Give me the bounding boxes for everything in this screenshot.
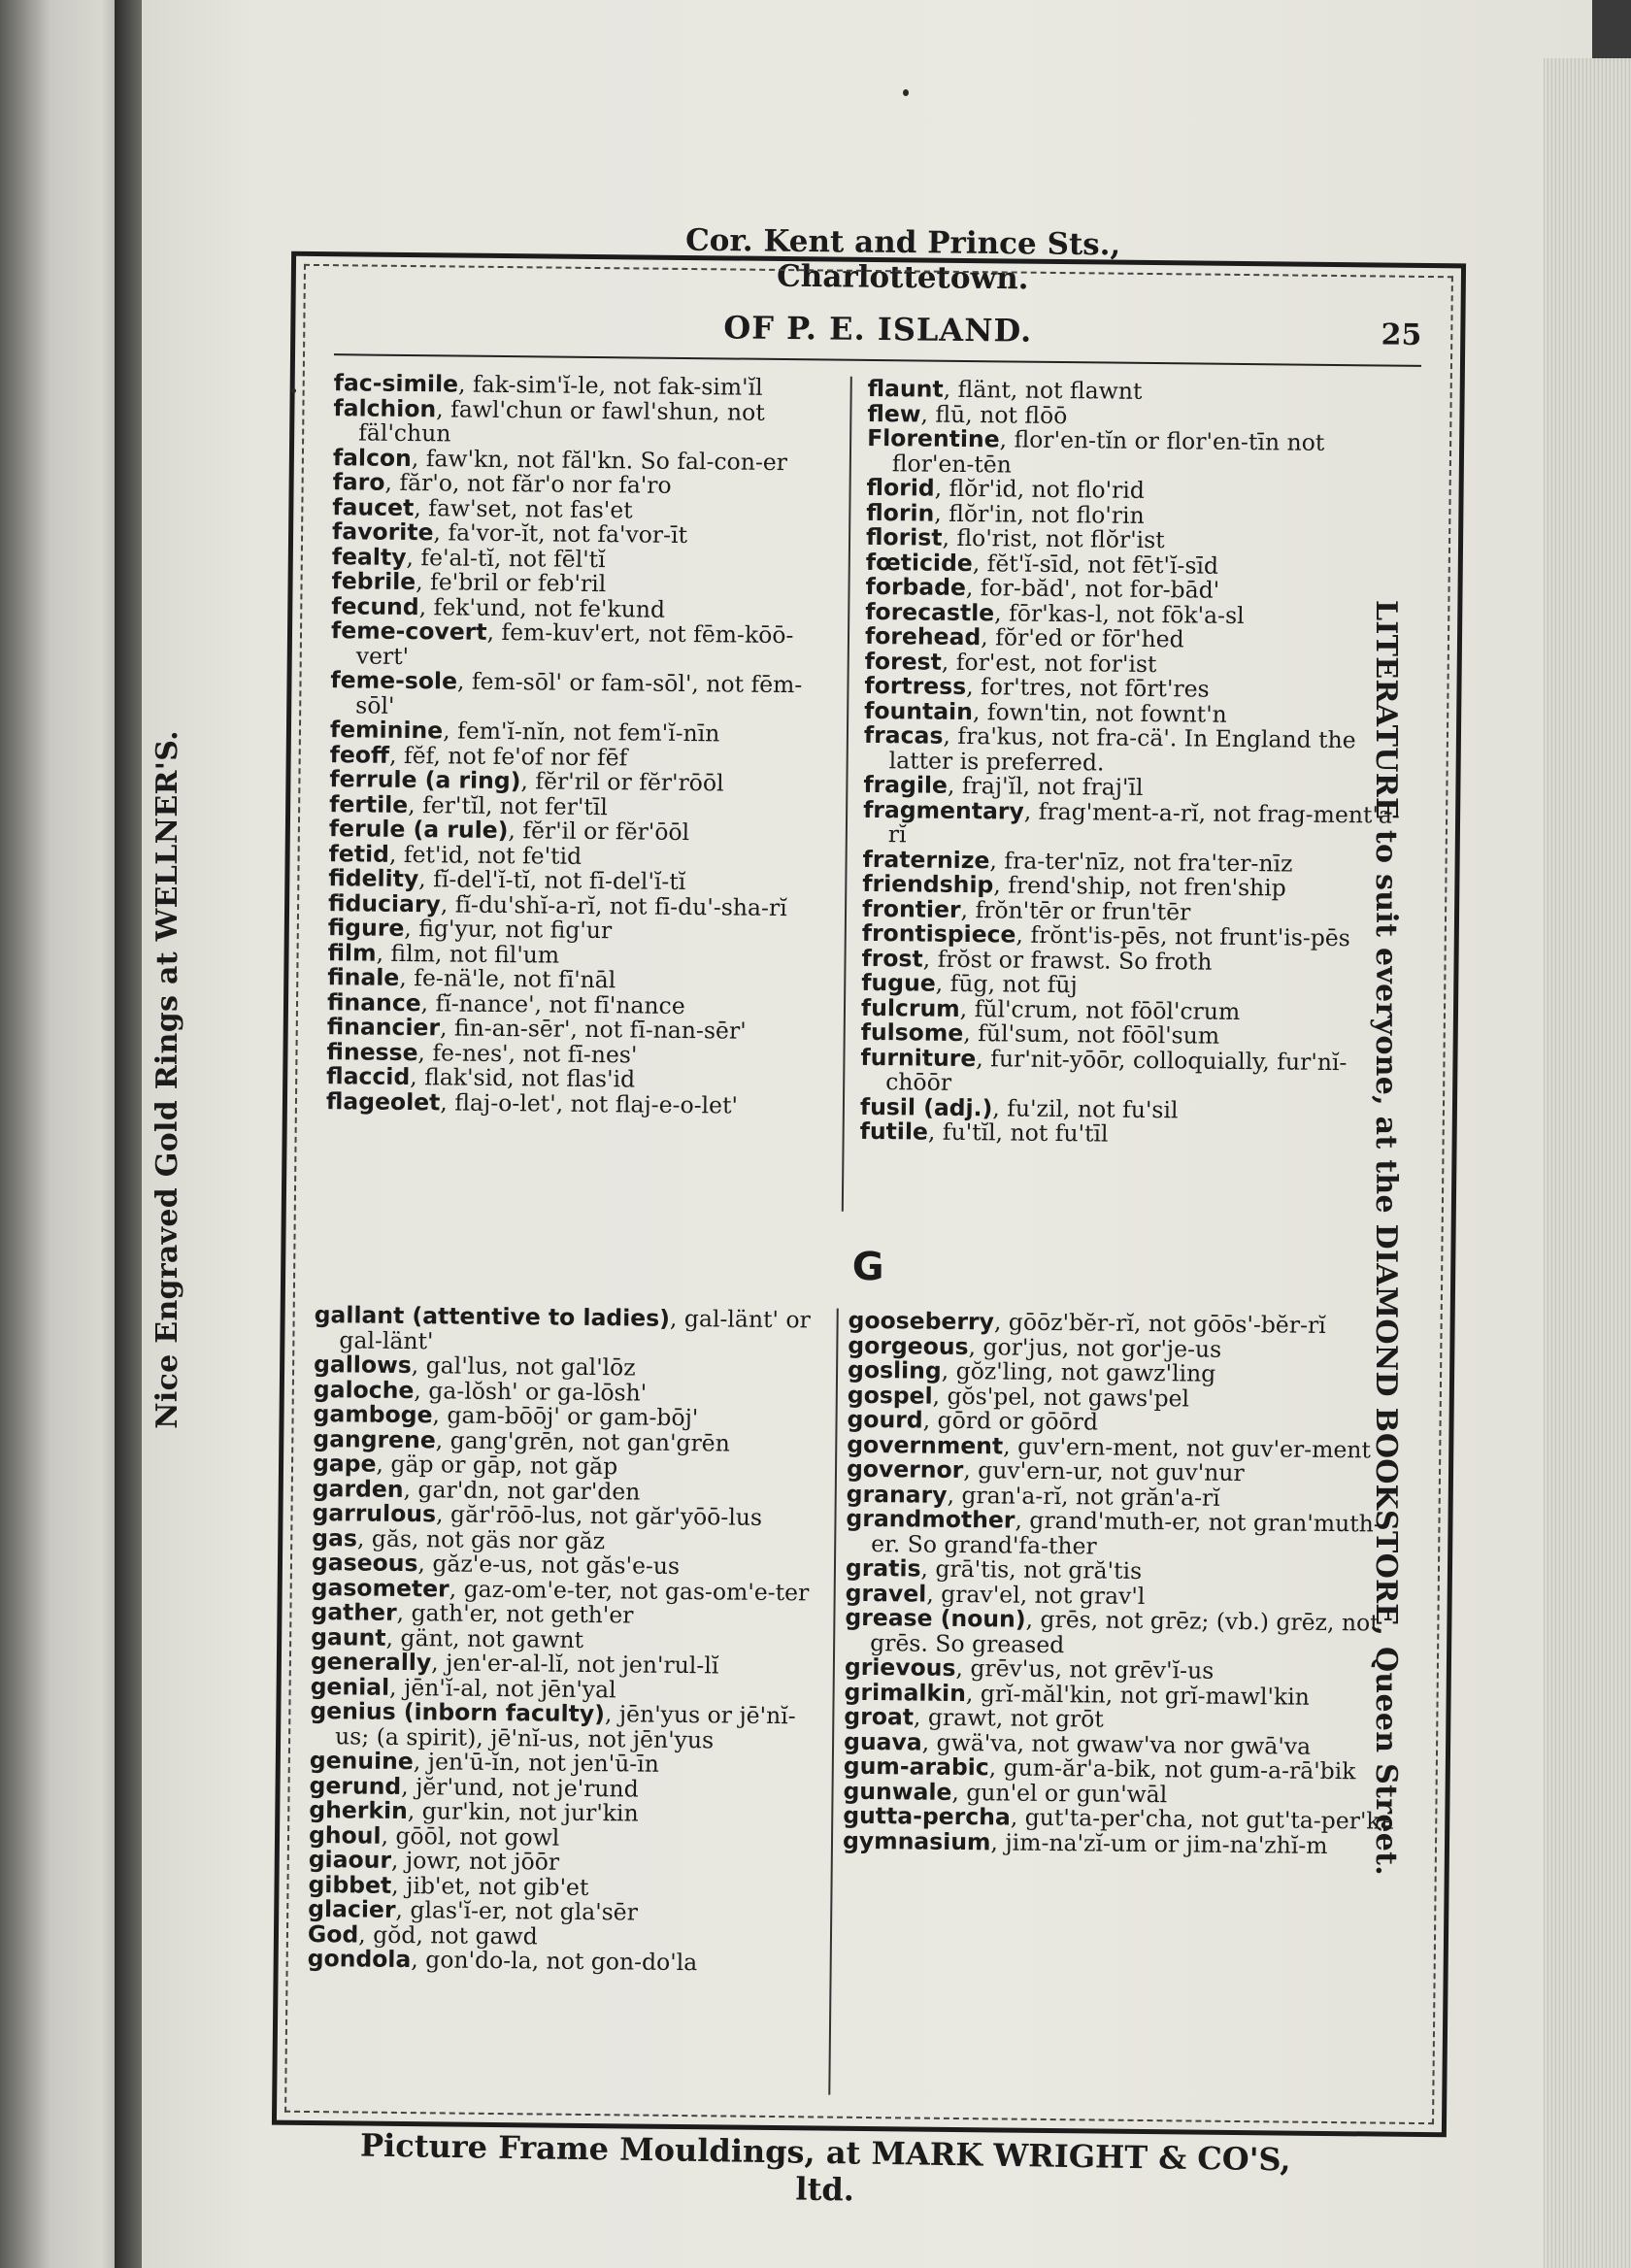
entry-headword: frontispiece [861, 918, 1016, 949]
entry-headword: gallows [313, 1351, 412, 1380]
entry-pronunciation: , frŏnt'is-pēs, not frunt'is-pēs [1015, 920, 1350, 952]
entry-headword: gaseous [311, 1549, 418, 1578]
entry-headword: government [847, 1430, 1004, 1459]
entry-headword: fragmentary [863, 795, 1024, 825]
dictionary-entry [325, 1086, 831, 1119]
entry-pronunciation: , fraj'ĭl, not fraj'īl [947, 771, 1144, 801]
entry-pronunciation: , fer'tĭl, not fer'tīl [408, 790, 608, 820]
entry-pronunciation: , găz'e-us, not găs'e-us [417, 1550, 681, 1580]
entry-headword: gratis [845, 1553, 921, 1583]
entry-headword: gymnasium [842, 1826, 991, 1855]
entry-headword: gangrene [313, 1424, 436, 1453]
entry-pronunciation: , gal-länt' or gal-länt' [339, 1304, 811, 1354]
entry-headword: fidelity [328, 864, 419, 893]
entry-pronunciation: , glas'ĭ-er, not gla'sēr [395, 1895, 639, 1926]
entry-pronunciation: , ga-lŏsh' or ga-lōsh' [414, 1376, 648, 1407]
entries-g-left [308, 1303, 834, 1977]
dictionary-entry [330, 668, 836, 722]
entry-headword: gutta-percha [843, 1801, 1011, 1831]
entry-pronunciation: , grawt, not grōt [913, 1703, 1104, 1733]
entry-pronunciation: , gŏs'pel, not gaws'pel [932, 1382, 1190, 1412]
entry-headword: feminine [329, 716, 444, 745]
print-speck [291, 388, 296, 393]
entry-pronunciation: , fe'al-tĭ, not fēl'tĭ [406, 543, 606, 573]
entry-pronunciation: , faw'kn, not făl'kn. So fal-con-er [411, 444, 788, 476]
entry-headword: flaunt [867, 374, 944, 403]
entry-pronunciation: , gōōl, not gowl [381, 1821, 560, 1851]
entry-pronunciation: , fĭ-nance', not fī'nance [420, 988, 685, 1019]
entry-headword: garden [312, 1474, 404, 1503]
entry-pronunciation: , fown'tin, not fownt'n [972, 697, 1227, 728]
running-head: OF P. E. ISLAND. [723, 309, 1033, 350]
entry-headword: fulsome [860, 1017, 964, 1048]
entry-pronunciation: , flänt, not flawnt [943, 375, 1143, 405]
entry-pronunciation: , gur'kin, not jur'kin [407, 1797, 639, 1827]
entry-pronunciation: , for'est, not for'ist [941, 648, 1157, 678]
entry-headword: falcon [332, 443, 413, 472]
entry-headword: Florentine [867, 423, 1000, 453]
entry-pronunciation: , flaj-o-let', not flaj-e-o-let' [440, 1087, 739, 1119]
entry-headword: gum-arabic [843, 1751, 989, 1782]
entry-pronunciation: , grand'muth-er, not gran'muth-er. So grand'fa-ther [871, 1506, 1381, 1559]
entry-headword: guava [843, 1727, 922, 1756]
entry-headword: faucet [332, 492, 415, 521]
entry-pronunciation: , flor'en-tĭn or flor'en-tīn not flor'en-tēn [891, 425, 1325, 478]
entry-pronunciation: , fa'vor-ĭt, not fa'vor-īt [433, 518, 688, 550]
entry-pronunciation: , fĕr'il or fĕr'ōōl [508, 817, 690, 847]
entry-pronunciation: , fe-nes', not fī-nes' [417, 1038, 638, 1068]
entry-pronunciation: , fĭ-du'shĭ-a-rĭ, not fī-du'-sha-rĭ [440, 889, 787, 921]
entry-pronunciation: , gut'ta-per'cha, not gut'ta-per'ka [1010, 1803, 1394, 1835]
page-frame [272, 251, 1466, 2138]
entry-headword: finale [327, 963, 400, 991]
entry-pronunciation: , făr'o, not făr'o nor fa'ro [384, 468, 672, 499]
entry-headword: fœticide [865, 548, 973, 577]
entry-headword: gourd [847, 1405, 923, 1434]
entry-pronunciation: , jēn'yus or jē'nĭ-us; (a spirit), jē'nĭ-us, not jēn'yus [334, 1700, 796, 1753]
entry-pronunciation: , fawl'chun or fawl'shun, not fäl'chun [358, 394, 765, 448]
right-margin-advert: LITERATURE to suit everyone, at the DIAMOND BOOKSTORE, Queen Street. [1369, 599, 1403, 1877]
entry-pronunciation: , fur'nit-yōōr, colloquially, fur'nĭ-chōōr [885, 1044, 1348, 1096]
entry-headword: gherkin [309, 1795, 408, 1825]
entry-pronunciation: , fak-sim'ĭ-le, not fak-sim'ĭl [457, 370, 763, 401]
entry-pronunciation: , for-băd', not for-bād' [965, 574, 1220, 604]
entry-headword: generally [310, 1648, 432, 1677]
entry-pronunciation: , grēs, not grēz; (vb.) grēz, not grēs. So greased [870, 1605, 1380, 1658]
entry-pronunciation: , gänt, not gawnt [385, 1623, 584, 1653]
entry-headword: gooseberry [848, 1306, 995, 1336]
entry-headword: gravel [845, 1579, 927, 1608]
entry-pronunciation: , guv'ern-ment, not guv'er-ment [1003, 1431, 1372, 1463]
entry-headword: gosling [847, 1355, 942, 1384]
entry-headword: governor [846, 1454, 964, 1484]
book-gutter [115, 0, 142, 2268]
print-speck [903, 89, 909, 96]
entry-pronunciation: , fe'bril or feb'ril [416, 568, 607, 598]
entry-headword: gaunt [311, 1622, 386, 1651]
dictionary-entry [307, 1944, 827, 1977]
entry-pronunciation: , fin-an-sēr', not fī-nan-sēr' [439, 1014, 747, 1045]
entry-headword: ghoul [308, 1820, 382, 1850]
entry-pronunciation: , fem'ĭ-nĭn, not fem'ĭ-nīn [443, 717, 720, 748]
entry-pronunciation: , fŭl'crum, not fōōl'crum [959, 994, 1241, 1025]
entry-pronunciation: , gŏz'ling, not gawz'ling [941, 1356, 1216, 1387]
entry-headword: fiduciary [327, 888, 441, 917]
entry-pronunciation: , gam-bōōj' or gam-bōj' [432, 1401, 699, 1432]
entry-headword: gasometer [311, 1573, 449, 1602]
entry-pronunciation: , fōr'kas-l, not fōk'a-sl [994, 598, 1245, 629]
entry-headword: galoche [313, 1375, 415, 1404]
entry-headword: florist [865, 522, 943, 551]
entry-pronunciation: , gōōz'bĕr-rĭ, not gōōs'-bĕr-rĭ [993, 1308, 1326, 1339]
dictionary-entry [860, 1045, 1405, 1100]
entries-f-left [326, 371, 839, 1118]
entry-pronunciation: , frŏn'tēr or frun'tēr [960, 895, 1191, 925]
entry-headword: figure [327, 914, 405, 942]
entry-headword: gunwale [843, 1777, 952, 1806]
entry-headword: granary [846, 1480, 948, 1509]
entry-headword: gondola [307, 1944, 412, 1974]
dictionary-entry [314, 1303, 834, 1358]
dictionary-entry [867, 423, 1412, 482]
entry-pronunciation: , fem-sōl' or fam-sōl', not fēm-sōl' [355, 667, 803, 719]
dictionary-entry [333, 393, 839, 450]
entry-pronunciation: , faw'set, not fas'et [414, 493, 633, 523]
entry-pronunciation: , frag'ment-a-rĭ, not frag-ment'a-rĭ [887, 797, 1400, 849]
entry-headword: gospel [847, 1381, 933, 1410]
entry-headword: genius (inborn faculty) [310, 1697, 606, 1728]
entry-pronunciation: , gaz-om'e-ter, not gas-om'e-ter [449, 1574, 810, 1606]
entry-pronunciation: , for'tres, not fōrt'res [966, 673, 1210, 703]
entry-headword: flageolet [325, 1086, 441, 1116]
entry-headword: grievous [844, 1652, 956, 1682]
dictionary-entry [845, 1603, 1399, 1661]
page-number: 25 [1381, 317, 1422, 352]
entry-headword: finesse [326, 1037, 418, 1066]
entry-pronunciation: , jĕr'und, not je'rund [401, 1772, 639, 1803]
entry-headword: fetid [328, 839, 390, 868]
entry-headword: fugue [861, 968, 936, 997]
entry-pronunciation: , fŏr'ed or fōr'hed [981, 623, 1184, 653]
dictionary-entry [310, 1699, 830, 1754]
entry-pronunciation: , jim-na'zĭ-um or jim-na'zhĭ-m [990, 1827, 1328, 1859]
entry-headword: fragile [863, 770, 949, 799]
entry-pronunciation: , gang'grēn, not gan'grēn [435, 1425, 730, 1457]
entry-headword: fracas [863, 720, 944, 750]
entry-headword: fulcrum [860, 993, 960, 1022]
entry-pronunciation: , jib'et, not gib'et [391, 1871, 589, 1901]
dictionary-entry [846, 1504, 1400, 1562]
entry-pronunciation: , fu'tĭl, not fu'tīl [927, 1117, 1109, 1148]
entry-headword: God [307, 1919, 359, 1949]
entry-headword: futile [859, 1117, 929, 1146]
entry-pronunciation: , fĕr'ril or fĕr'rōōl [520, 767, 724, 797]
section-letter: G [851, 1244, 884, 1290]
entry-headword: fountain [864, 696, 974, 725]
entry-headword: ferule (a rule) [328, 815, 509, 845]
entry-headword: grandmother [846, 1504, 1015, 1534]
entry-pronunciation: , grēv'us, not grēv'ĭ-us [955, 1653, 1215, 1684]
entry-headword: genial [310, 1672, 390, 1701]
entry-headword: fac-simile [333, 369, 459, 398]
entry-headword: fealty [331, 542, 407, 571]
entry-headword: florid [866, 473, 935, 502]
entry-pronunciation: , gor'jus, not gor'je-us [968, 1332, 1222, 1363]
entry-pronunciation: , flū, not flōō [920, 400, 1068, 429]
entry-headword: flew [867, 399, 921, 428]
entry-pronunciation: , jowr, not jōōr [390, 1846, 560, 1876]
facing-page-edge [0, 0, 126, 2268]
entry-headword: gallant (attentive to ladies) [314, 1301, 671, 1332]
entry-headword: genuine [309, 1746, 414, 1776]
entry-pronunciation: , fĭ-del'ĭ-tĭ, not fī-del'ĭ-tĭ [418, 865, 686, 896]
entry-headword: finance [326, 987, 421, 1017]
entry-pronunciation: , grā'tis, not gră'tis [920, 1554, 1143, 1584]
entry-headword: financier [326, 1013, 441, 1042]
entry-pronunciation: , gōrd or gōōrd [922, 1406, 1099, 1436]
entry-headword: grease (noun) [845, 1603, 1026, 1633]
entry-pronunciation: , frend'ship, not fren'ship [993, 871, 1286, 902]
entry-pronunciation: , film, not fil'um [376, 939, 560, 969]
entry-pronunciation: , grav'el, not grav'l [926, 1580, 1146, 1610]
entry-pronunciation: , găr'rōō-lus, not găr'yōō-lus [435, 1500, 763, 1531]
entry-pronunciation: , fig'yur, not fig'ur [404, 914, 613, 945]
entry-headword: flaccid [326, 1062, 411, 1091]
entry-pronunciation: , jen'ū-ĭn, not jen'ū-īn [413, 1748, 660, 1778]
entry-pronunciation: , gath'er, not geth'er [396, 1598, 634, 1629]
entry-headword: feme-sole [330, 666, 458, 695]
entry-pronunciation: , fet'id, not fe'tid [388, 840, 582, 870]
entry-headword: film [327, 938, 377, 967]
entry-pronunciation: , frŏst or frawst. So froth [922, 945, 1213, 976]
entry-headword: febrile [331, 567, 416, 596]
entry-headword: forest [864, 647, 943, 676]
entry-headword: fraternize [862, 845, 990, 874]
entry-pronunciation: , fĕf, not fe'of nor fēf [388, 741, 628, 771]
page-stack-edge [1544, 58, 1631, 2268]
entry-pronunciation: , fĕt'ĭ-sīd, not fēt'ĭ-sīd [972, 549, 1219, 580]
entry-pronunciation: , guv'ern-ur, not guv'nur [963, 1456, 1245, 1487]
entry-headword: feoff [329, 740, 390, 769]
entry-pronunciation: , flak'sid, not flas'id [410, 1063, 636, 1093]
entry-headword: forehead [864, 621, 982, 651]
entry-pronunciation: , fe-nä'le, not fī'nāl [399, 963, 616, 994]
entry-headword: gorgeous [848, 1331, 969, 1360]
entry-pronunciation: , găs, not gäs nor găz [356, 1524, 606, 1554]
entry-headword: ferrule (a ring) [329, 765, 521, 795]
entry-pronunciation: , gäp or gāp, not găp [376, 1450, 618, 1481]
entries-g-right [842, 1306, 1402, 1859]
entry-pronunciation: , flo'rist, not flŏr'ist [942, 523, 1165, 554]
entry-headword: gibbet [308, 1870, 392, 1899]
entry-headword: garrulous [312, 1499, 437, 1528]
entry-headword: gather [311, 1598, 397, 1626]
entry-headword: fortress [864, 671, 967, 701]
entry-headword: furniture [860, 1043, 977, 1072]
entry-pronunciation: , gal'lus, not gal'lōz [411, 1351, 636, 1382]
entry-pronunciation: , fra-ter'nīz, not fra'ter-nīz [989, 846, 1293, 878]
top-advert-banner: Cor. Kent and Prince Sts., Charlottetown. [684, 222, 1121, 297]
entry-headword: favorite [331, 517, 434, 547]
entry-headword: groat [844, 1702, 915, 1731]
dictionary-entry [843, 1828, 1396, 1858]
entry-pronunciation: , fra'kus, not fra-cä'. In England the latter is preferred. [888, 721, 1356, 777]
entry-headword: glacier [308, 1894, 396, 1923]
entry-headword: forbade [865, 572, 967, 602]
entry-headword: fusil (adj.) [859, 1092, 993, 1121]
entry-headword: faro [332, 468, 385, 496]
entry-headword: frost [861, 944, 923, 973]
entry-pronunciation: , gwä'va, not gwaw'va nor gwā'va [921, 1728, 1312, 1760]
entry-pronunciation: , gŏd, not gawd [358, 1920, 538, 1950]
entry-headword: gamboge [313, 1400, 433, 1429]
entry-pronunciation: , gum-ăr'a-bik, not gum-a-rā'bik [988, 1753, 1356, 1785]
entry-headword: frontier [861, 894, 961, 923]
entry-pronunciation: , jen'er-al-lĭ, not jen'rul-lĭ [431, 1649, 719, 1680]
dictionary-entry [860, 1119, 1404, 1150]
entry-pronunciation: , gran'a-rĭ, not grăn'a-rĭ [947, 1481, 1220, 1512]
entry-pronunciation: , fu'zil, not fu'sil [992, 1093, 1179, 1123]
left-margin-advert: Nice Engraved Gold Rings at WELLNER'S. [150, 730, 184, 1429]
dictionary-entry [331, 618, 837, 673]
entry-headword: grimalkin [844, 1678, 967, 1707]
entry-pronunciation: , fūg, not fūj [935, 969, 1078, 999]
entry-headword: gape [312, 1450, 377, 1478]
entry-pronunciation: , jēn'ĭ-al, not jēn'yal [388, 1673, 616, 1703]
entry-headword: fertile [329, 789, 409, 818]
entry-pronunciation: , gar'dn, not gar'den [403, 1475, 641, 1506]
entry-pronunciation: , fem-kuv'ert, not fēm-kōō-vert' [355, 617, 794, 670]
entry-pronunciation: , gun'el or gun'wāl [951, 1778, 1168, 1808]
entry-headword: falchion [333, 393, 437, 422]
entry-headword: forecastle [865, 597, 995, 626]
entry-headword: giaour [308, 1845, 392, 1874]
entry-pronunciation: , grĭ-măl'kin, not grĭ-mawl'kin [965, 1679, 1311, 1711]
entry-headword: gerund [309, 1771, 402, 1800]
bottom-advert-banner: Picture Frame Mouldings, at MARK WRIGHT & CO'S, ltd. [359, 2126, 1291, 2209]
entry-headword: florin [866, 498, 935, 527]
entry-pronunciation: , fŭl'sum, not fōōl'sum [963, 1019, 1220, 1050]
entry-pronunciation: , fek'und, not fe'kund [418, 592, 666, 623]
entry-headword: gas [312, 1523, 358, 1551]
entry-headword: friendship [862, 869, 994, 899]
dictionary-entry [863, 720, 1409, 779]
entry-pronunciation: , flŏr'id, not flo'rid [934, 474, 1146, 504]
entry-headword: feme-covert [330, 617, 487, 646]
dictionary-entry [863, 797, 1408, 852]
entry-pronunciation: , flŏr'in, not flo'rin [934, 499, 1145, 529]
entry-pronunciation: , gon'do-la, not gon-do'la [411, 1946, 698, 1977]
entries-f-right [859, 374, 1412, 1150]
entry-headword: fecund [331, 591, 419, 620]
